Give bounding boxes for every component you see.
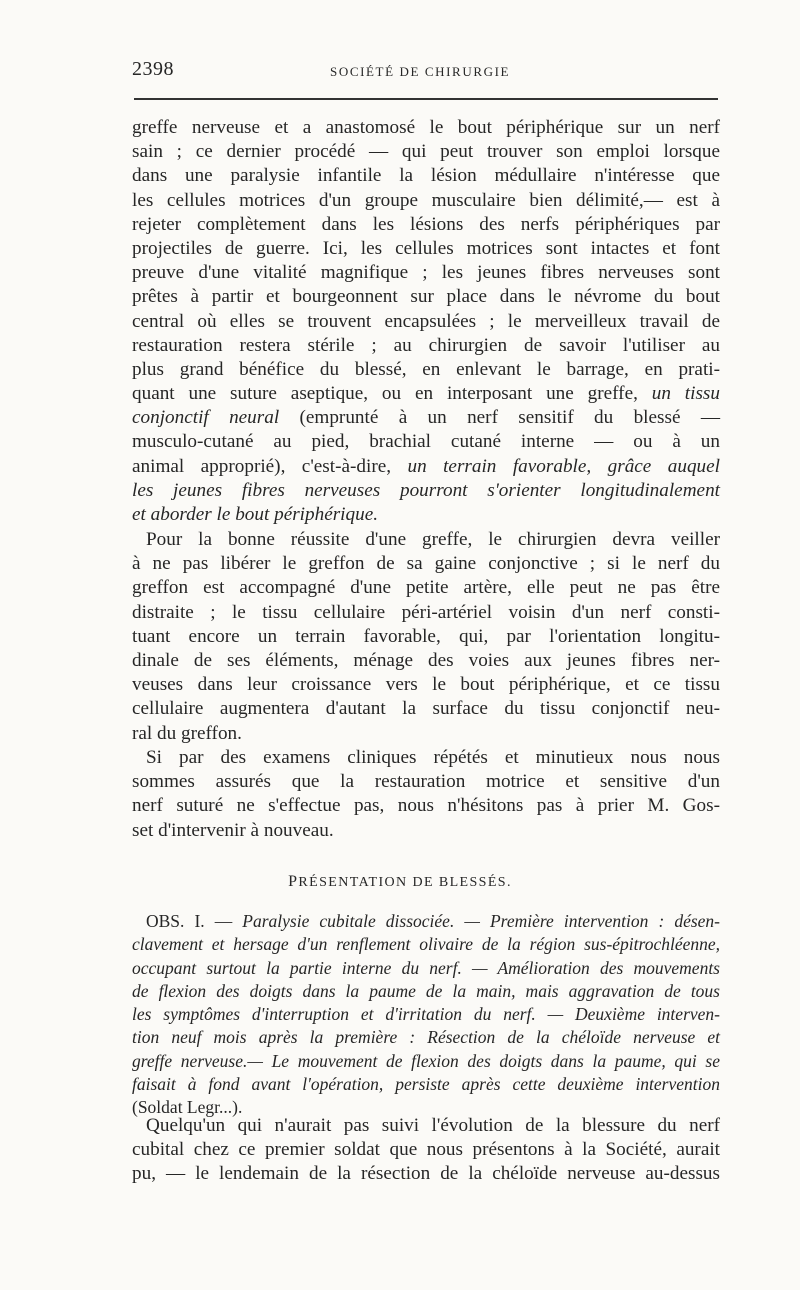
header-rule: [134, 98, 718, 100]
text-line: prêtes à partir et bourgeonnent sur place dans le névrome du bout: [132, 286, 720, 308]
italic-run: et aborder le bout périphérique.: [132, 504, 379, 525]
text-line: set d'intervenir à nouveau.: [132, 819, 334, 841]
text-line: veuses dans leur croissance vers le bout périphérique, et ce tissu: [132, 674, 720, 696]
text-line: (Soldat Legr...).: [132, 1097, 243, 1118]
section-heading: [0, 873, 800, 891]
italic-run: de flexion des doigts dans la paume de la main, mais aggravation de tous: [132, 980, 720, 1001]
text-line: [132, 980, 720, 1003]
italic-run: les symptômes d'interruption et d'irritation du nerf. — Deuxième interven-: [132, 1004, 720, 1025]
heading-initial: P: [288, 873, 299, 890]
text-line: musculo-cutané au pied, brachial cutané interne — ou à un: [132, 431, 720, 453]
text-line: greffon est accompagné d'une petite artère, elle peut ne pas être: [132, 577, 720, 599]
text-line: ral du greffon.: [132, 722, 242, 744]
text-line: projectiles de guerre. Ici, les cellules motrices sont intactes et font: [132, 237, 720, 259]
text-line: greffe nerveuse et a anastomosé le bout périphérique sur un nerf: [132, 117, 720, 138]
italic-run: occupant surtout la partie interne du nerf. — Amélioration des mouvements: [132, 957, 720, 978]
italic-run: greffe nerveuse.— Le mouvement de flexion des doigts dans la paume, qui se: [132, 1050, 720, 1071]
obs-label: OBS. I. —: [146, 911, 243, 931]
text-line: [132, 382, 720, 406]
italic-run: faisait à fond avant l'opération, persiste après cette deuxième intervention: [132, 1074, 720, 1095]
text-line: rejeter complètement dans les lésions des nerfs périphériques par: [132, 213, 720, 235]
page-header: [132, 58, 722, 86]
paragraph-3: [132, 746, 720, 843]
text-run: Si par des examens cliniques répétés et minutieux nous nous: [146, 747, 720, 768]
text-line: tuant encore un terrain favorable, qui, par l'orientation longitu-: [132, 625, 720, 647]
text-line: [132, 503, 720, 527]
text-run: (emprunté à un nerf sensitif du blessé —: [279, 407, 721, 429]
text-line: cubital chez ce premier soldat que nous présentons à la Société, aurait: [132, 1139, 720, 1161]
paragraph-2: [132, 528, 720, 746]
italic-run: Paralysie cubitale dissociée. — Première intervention : désen-: [242, 911, 720, 931]
italic-run: tion neuf mois après la première : Résection de la chéloïde nerveuse et: [132, 1027, 720, 1048]
text-run: animal approprié), c'est-à-dire,: [132, 455, 408, 477]
text-line: pu, — le lendemain de la résection de la chéloïde nerveuse au-dessus: [132, 1163, 720, 1185]
text-line: sain ; ce dernier procédé — qui peut trouver son emploi lorsque: [132, 141, 720, 163]
text-line: les cellules motrices d'un groupe musculaire bien délimité,— est à: [132, 189, 720, 211]
text-line: [132, 1050, 720, 1073]
text-line: [132, 1026, 720, 1049]
text-line: [132, 746, 720, 770]
text-line: [132, 957, 720, 980]
italic-run: conjonctif neural: [132, 407, 280, 429]
text-run: Pour la bonne réussite d'une greffe, le chirurgien devra veiller: [146, 529, 720, 550]
italic-run: un terrain favorable, grâce auquel: [407, 455, 720, 477]
page-number: 2398: [132, 58, 174, 80]
text-line: cellulaire augmentera d'autant la surface du tissu conjonctif neu-: [132, 698, 720, 720]
italic-run: les jeunes fibres nerveuses pourront s'orienter longitudinalement: [132, 479, 720, 501]
italic-run: clavement et hersage d'un renflement olivaire de la région sus-épitrochléenne,: [132, 934, 720, 955]
text-line: dans une paralysie infantile la lésion médullaire n'intéresse que: [132, 165, 720, 187]
text-line: [132, 479, 720, 503]
text-line: [132, 933, 720, 956]
text-line: [132, 1003, 720, 1026]
text-line: nerf suturé ne s'effectue pas, nous n'hésitons pas à prier M. Gos-: [132, 795, 720, 817]
text-line: [132, 1114, 720, 1138]
text-line: [132, 455, 720, 479]
paragraph-4: [132, 1114, 720, 1187]
text-line: dinale de ses éléments, ménage des voies aux jeunes fibres ner-: [132, 649, 720, 671]
running-head: SOCIÉTÉ DE CHIRURGIE: [330, 64, 511, 79]
text-line: plus grand bénéfice du blessé, en enlevant le barrage, en prati-: [132, 358, 720, 380]
text-line: distraite ; le tissu cellulaire péri-artériel voisin d'un nerf consti-: [132, 601, 720, 623]
text-line: preuve d'une vitalité magnifique ; les jeunes fibres nerveuses sont: [132, 262, 720, 284]
text-line: central où elles se trouvent encapsulées ; le merveilleux travail de: [132, 310, 720, 332]
text-line: [132, 528, 720, 552]
text-line: [132, 406, 720, 430]
italic-run: un tissu: [651, 383, 720, 405]
text-run: Quelqu'un qui n'aurait pas suivi l'évolution de la blessure du nerf: [146, 1115, 720, 1136]
text-line: [132, 1073, 720, 1096]
heading-text: RÉSENTATION DE BLESSÉS.: [298, 875, 512, 890]
observation-block: [132, 910, 720, 1120]
paragraph-1: [132, 116, 720, 527]
text-run: quant une suture aseptique, ou en interposant une greffe,: [132, 383, 652, 405]
text-line: sommes assurés que la restauration motrice et sensitive d'un: [132, 771, 720, 793]
text-line: [132, 910, 720, 933]
text-line: à ne pas libérer le greffon de sa gaine conjonctive ; si le nerf du: [132, 553, 720, 575]
text-line: restauration restera stérile ; au chirurgien de savoir l'utiliser au: [132, 334, 720, 356]
